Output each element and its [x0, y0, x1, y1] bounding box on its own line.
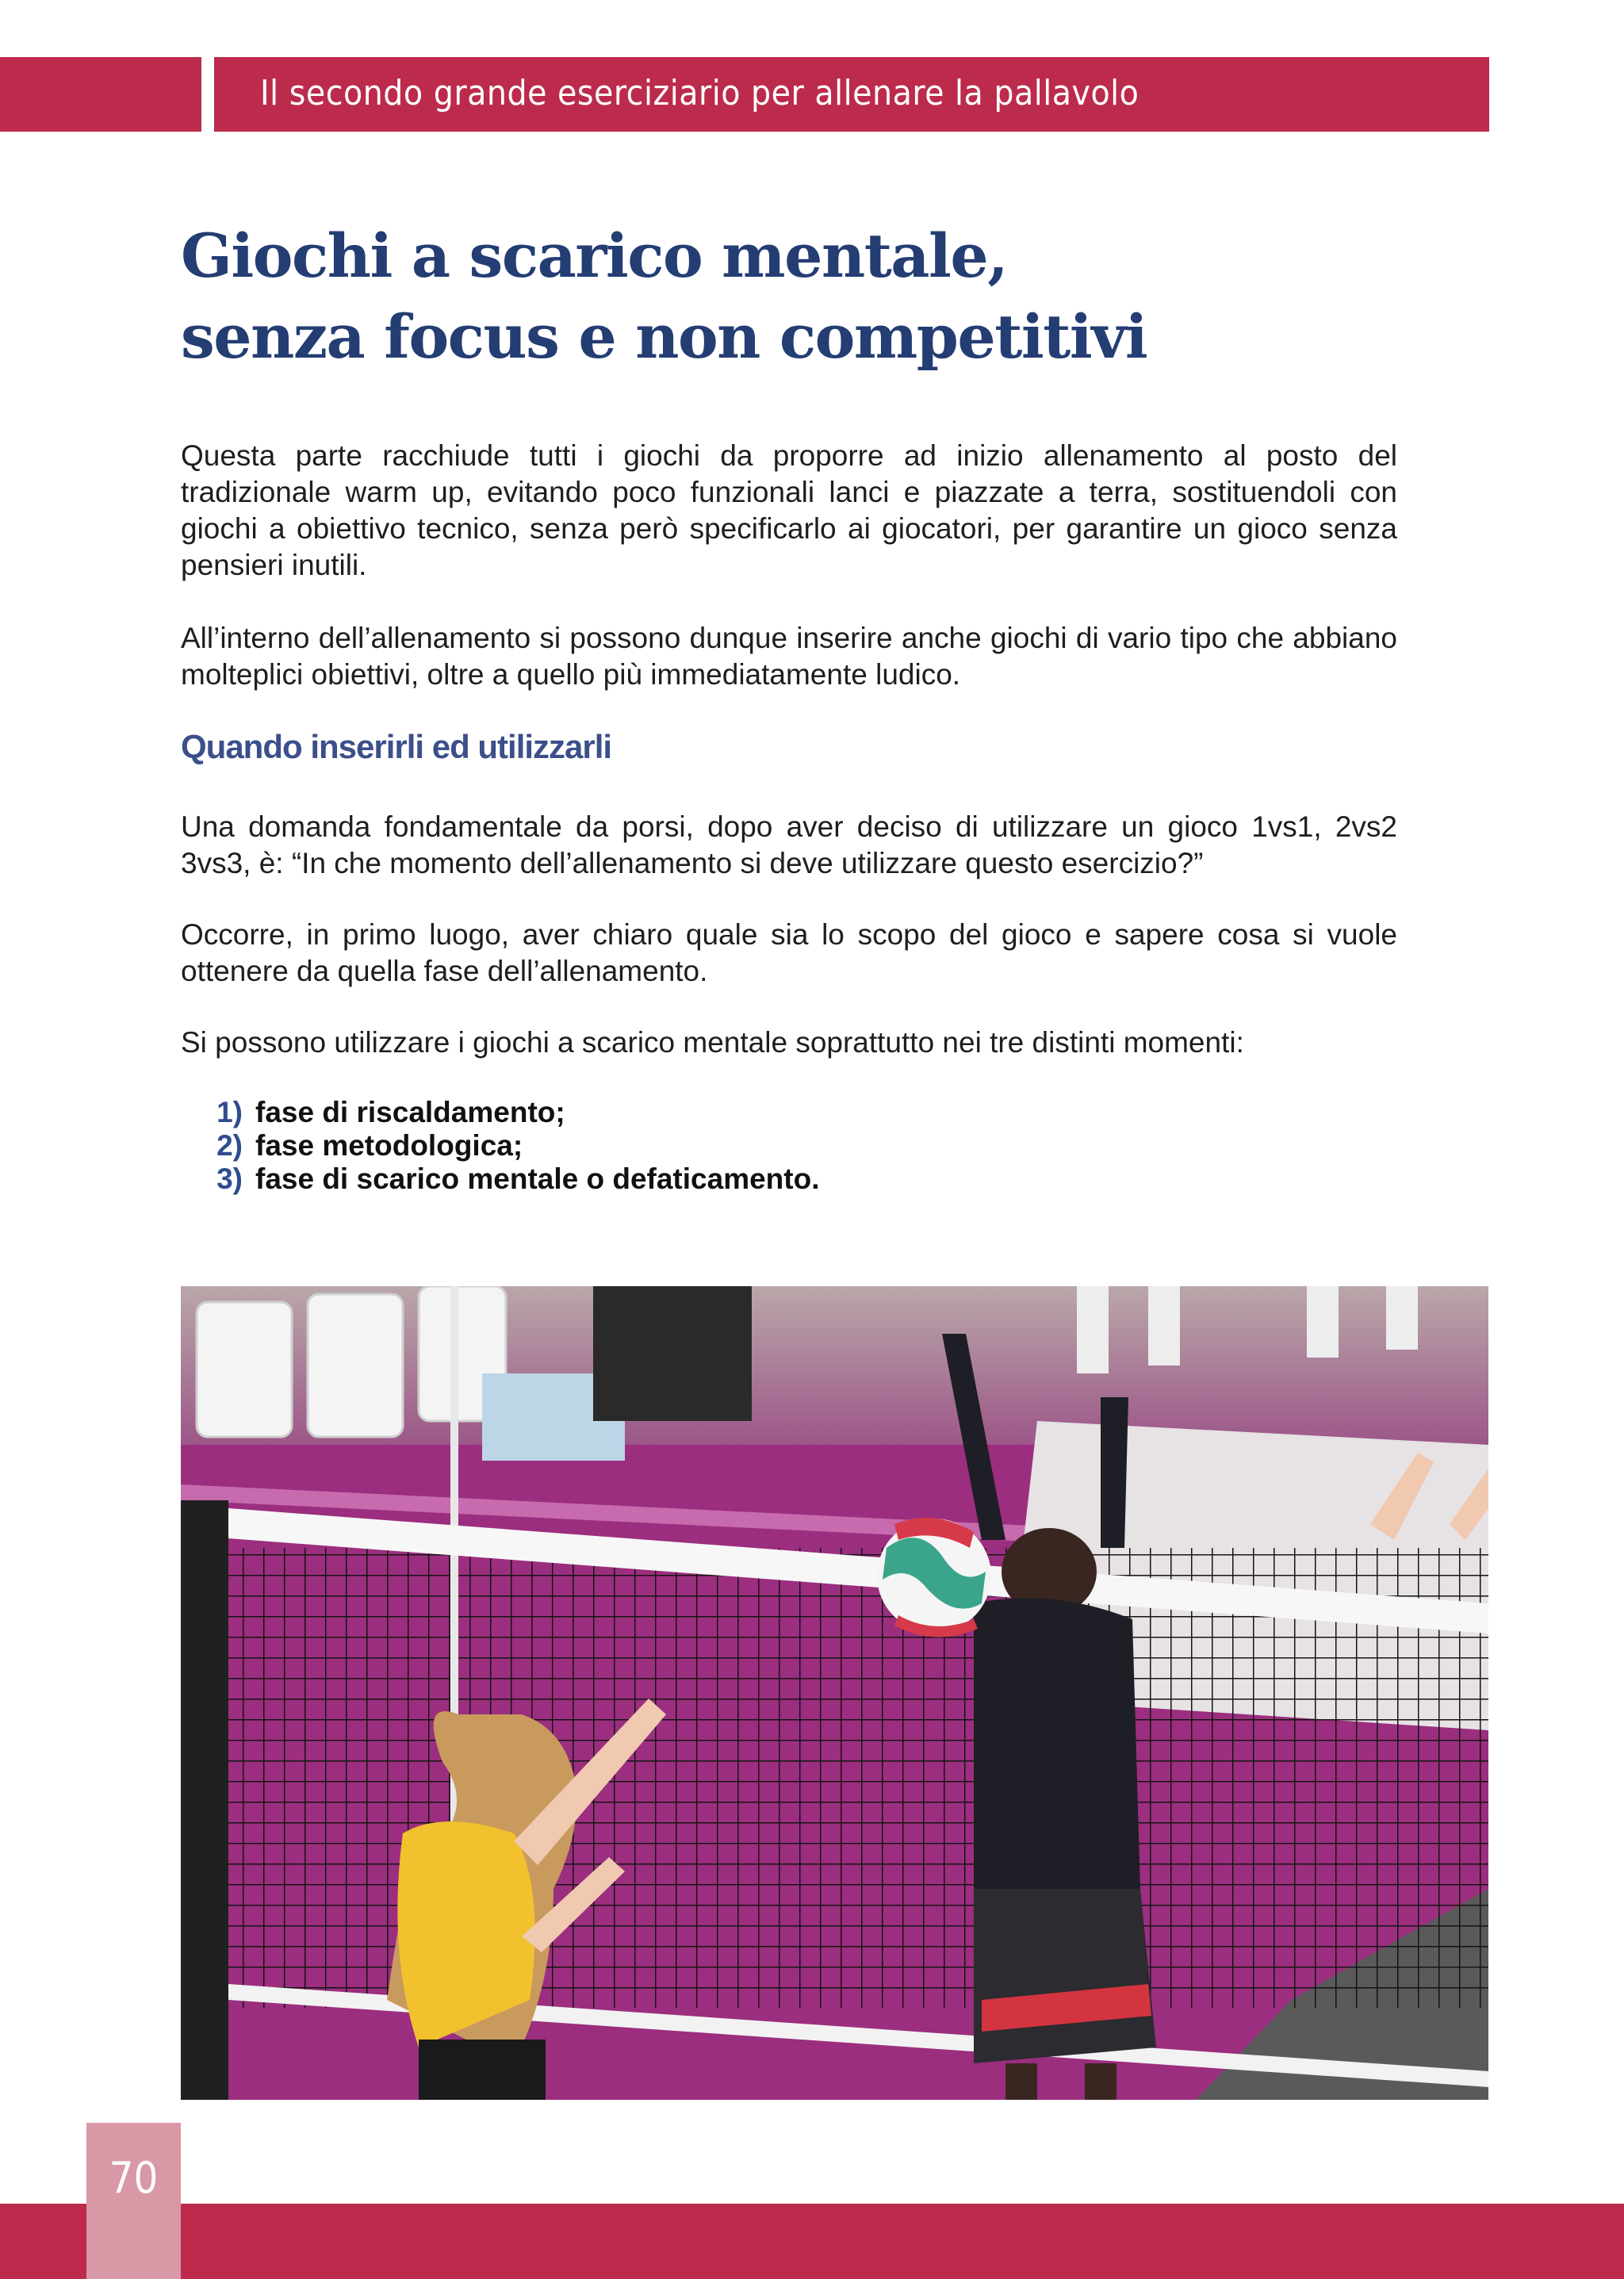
- running-title: Il secondo grande eserciziario per allenare la pallavolo: [260, 73, 1139, 113]
- list-text: fase di riscaldamento;: [255, 1096, 565, 1128]
- paragraph-purpose: Occorre, in primo luogo, aver chiaro quale sia lo scopo del gioco e sapere cosa si vuole ottenere da quella fase dell’allenamento.: [181, 918, 1397, 987]
- list-text: fase metodologica;: [255, 1129, 523, 1162]
- paragraph-objectives: All’interno dell’allenamento si possono dunque inserire anche giochi di vario tipo che abbiano molteplici obiettivi, oltre a quello più immediatamente ludico.: [181, 622, 1397, 691]
- volleyball-photo: [181, 1286, 1488, 2100]
- title-line-2: senza focus e non competitivi: [181, 301, 1147, 372]
- paragraph-question: Una domanda fondamentale da porsi, dopo aver deciso di utilizzare un gioco 1vs1, 2vs2 3vs3, è: “In che momento dell’allenamento si deve utilizzare questo esercizio?”: [181, 810, 1397, 879]
- paragraph-moments: Si possono utilizzare i giochi a scarico mentale soprattutto nei tre distinti momenti:: [181, 1026, 1244, 1059]
- list-text: fase di scarico mentale o defaticamento.: [255, 1162, 820, 1195]
- header-band: [214, 57, 1489, 132]
- footer-band: [0, 2204, 1624, 2279]
- section-subheading: Quando inserirli ed utilizzarli: [181, 728, 612, 765]
- list-item: [181, 1129, 819, 1162]
- page-number: 70: [109, 2153, 159, 2203]
- page-number-box: [86, 2123, 181, 2279]
- page-title: [181, 216, 1147, 377]
- title-line-1: Giochi a scarico mentale,: [181, 220, 1008, 291]
- list-number: 1): [216, 1096, 243, 1128]
- equipment-crate: [593, 1286, 752, 1421]
- list-number: 3): [216, 1162, 243, 1195]
- paragraph-intro: Questa parte racchiude tutti i giochi da proporre ad inizio allenamento al posto del tradizionale warm up, evitando poco funzionali lanci e piazzate a terra, sostituendoli con giochi a obiettivo tecnico, senza però specificarlo ai giocatori, per garantire un gioco senza pensieri inutili.: [181, 439, 1397, 581]
- list-item: [181, 1162, 819, 1196]
- list-item: [181, 1096, 819, 1129]
- net-post: [181, 1500, 228, 2100]
- list-number: 2): [216, 1129, 243, 1162]
- bench-chairs: [197, 1286, 506, 1437]
- header-band-left: [0, 57, 201, 132]
- phases-list: [181, 1096, 819, 1196]
